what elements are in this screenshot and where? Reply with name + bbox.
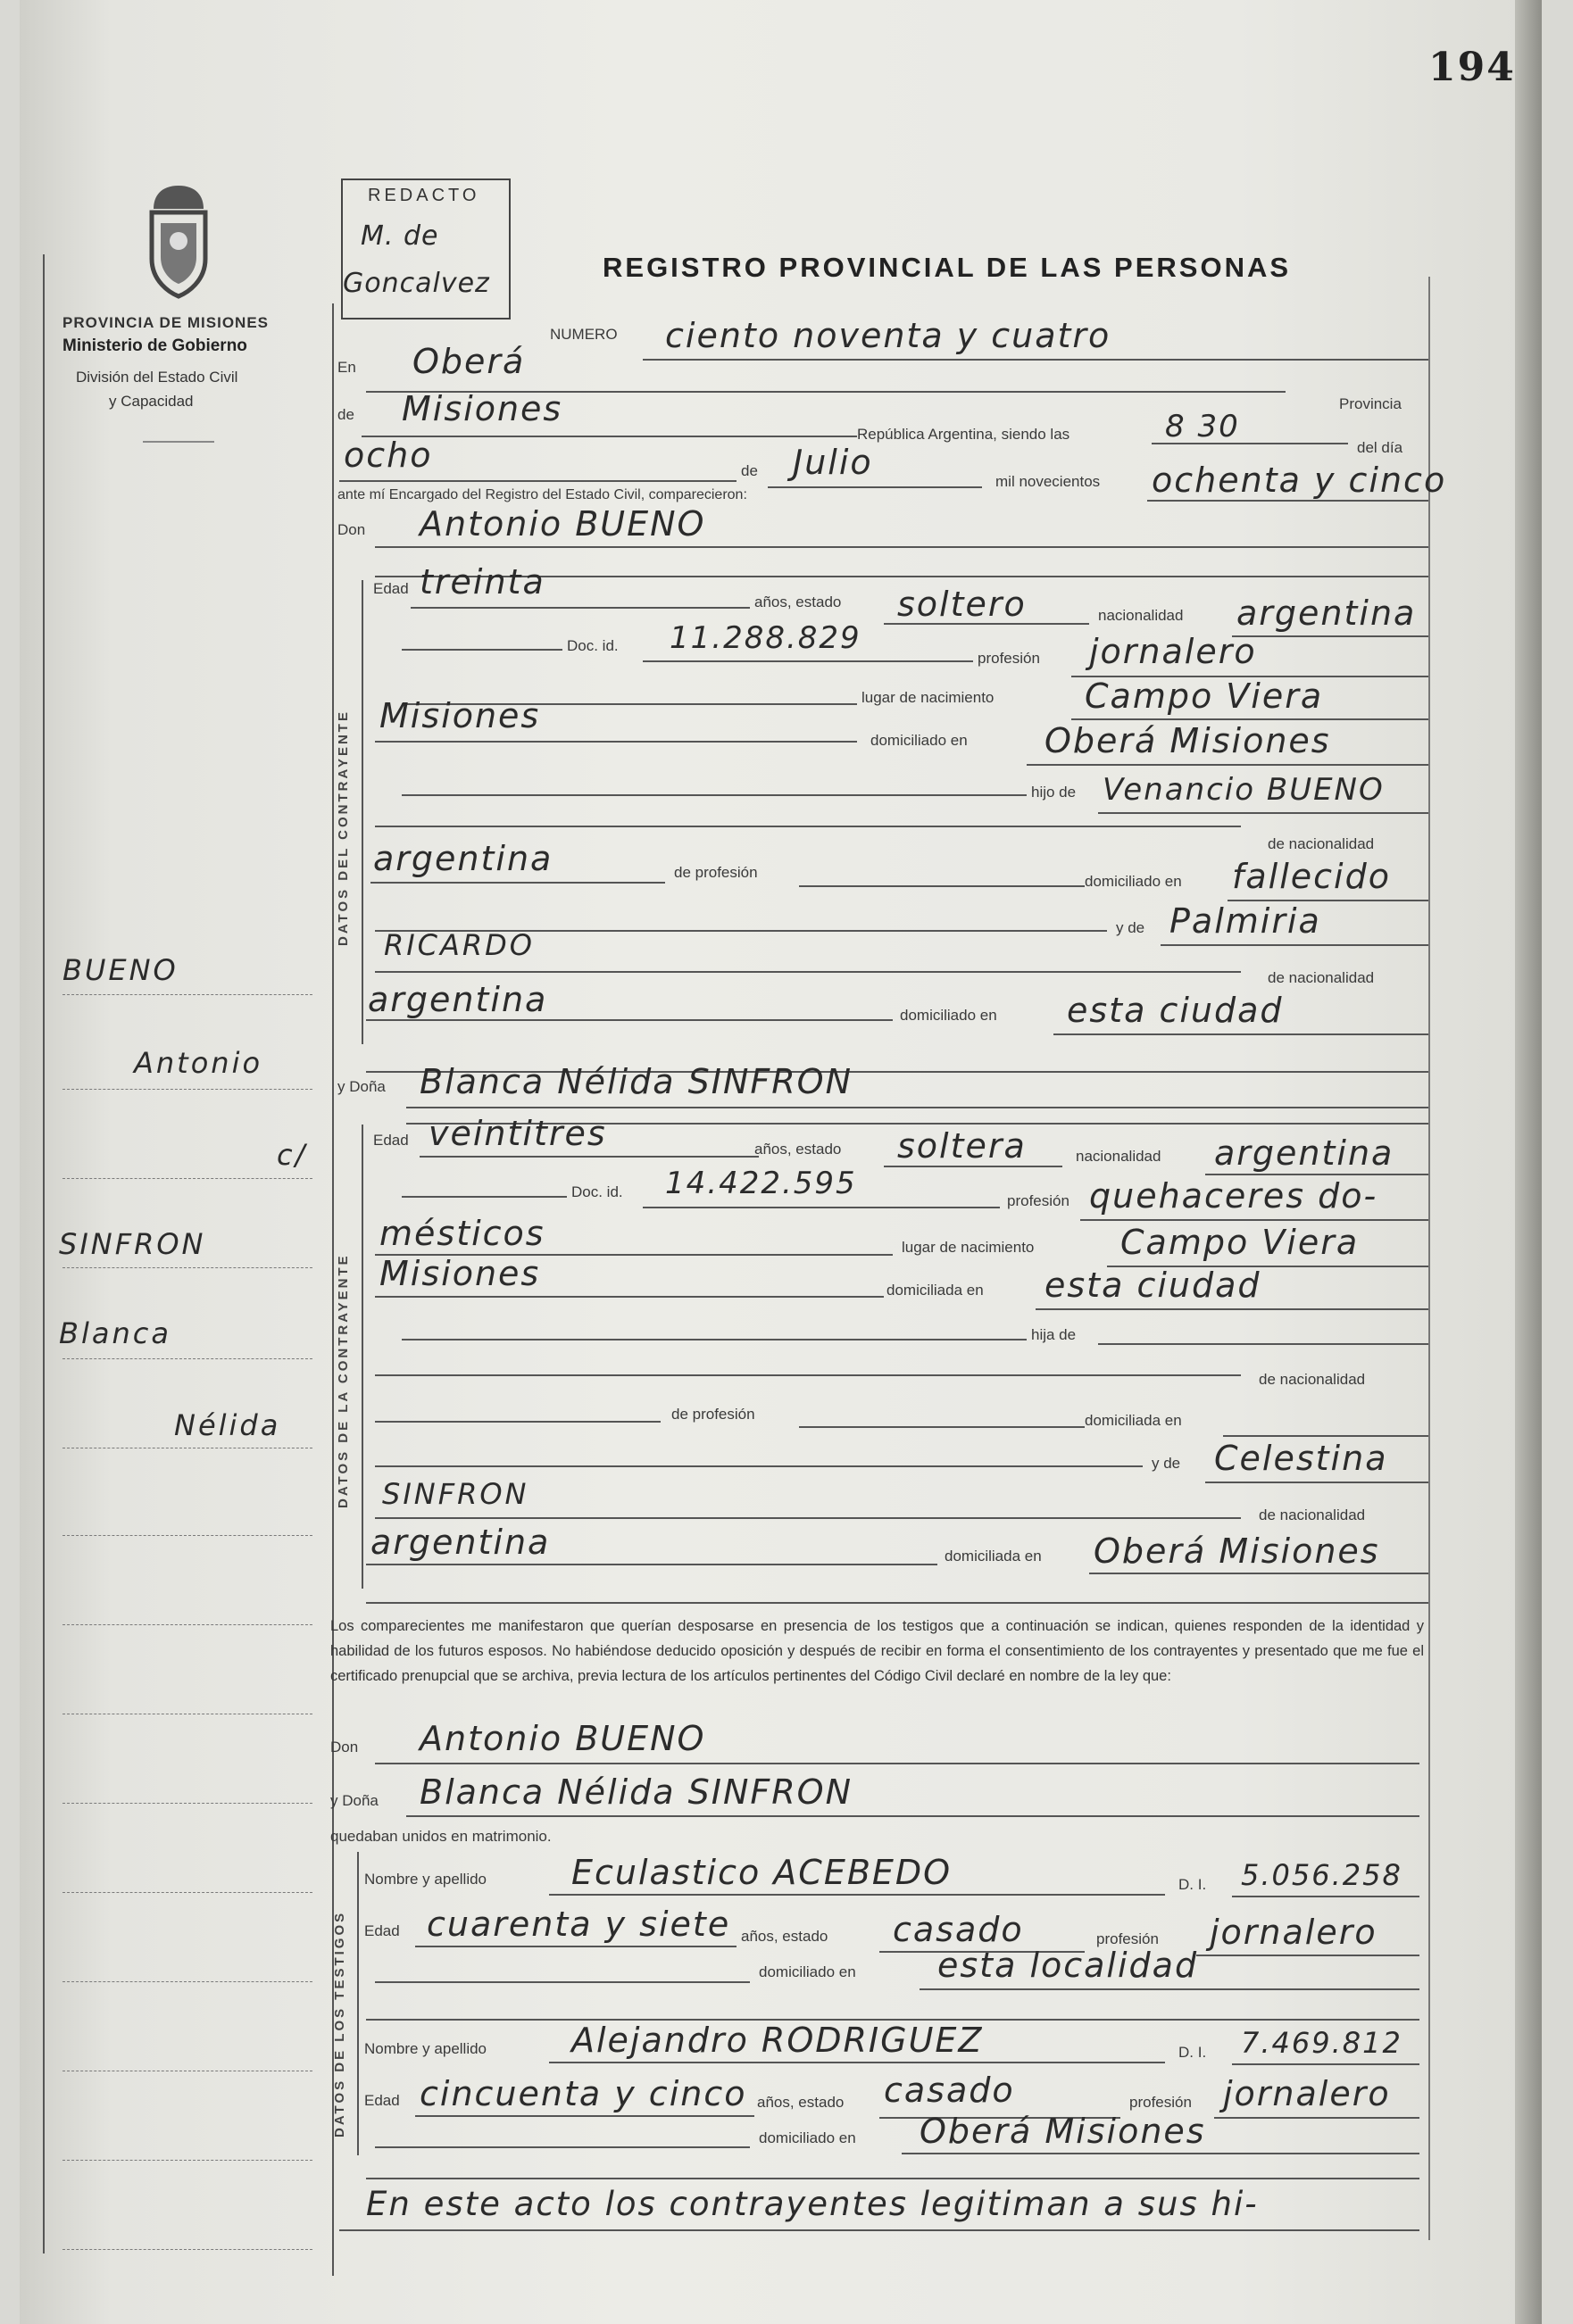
c1-padre-dom: fallecido xyxy=(1232,857,1391,896)
testigos-rule xyxy=(357,1852,359,2155)
label-profesion-1: profesión xyxy=(978,650,1040,667)
main-right-rule xyxy=(1428,277,1430,2240)
label-de: de xyxy=(337,406,354,423)
acta-anio: ochenta y cinco xyxy=(1152,461,1447,500)
label-y-dona: y Doña xyxy=(337,1078,386,1095)
c1-lugar: Campo Viera xyxy=(1085,676,1324,716)
label-de-mes: de xyxy=(741,462,758,479)
c2-madre-apellido: SINFRON xyxy=(382,1477,529,1511)
c2-profesion: quehaceres do- xyxy=(1089,1176,1378,1216)
label-nombre-t1: Nombre y apellido xyxy=(364,1871,487,1888)
label-anos-estado-1: años, estado xyxy=(754,593,842,610)
label-edad-1: Edad xyxy=(373,580,409,597)
label-domiciliado-1: domiciliado en xyxy=(870,732,968,749)
acta-provincia: Misiones xyxy=(402,389,563,428)
label-edad-t2: Edad xyxy=(364,2092,400,2109)
label-y-de-2: y de xyxy=(1152,1455,1181,1472)
stamp-name-2: Goncalvez xyxy=(343,268,490,299)
label-edad-2: Edad xyxy=(373,1132,409,1149)
label-datos-testigos: DATOS DE LOS TESTIGOS xyxy=(332,1910,347,2137)
label-doc-2: Doc. id. xyxy=(571,1183,623,1200)
c1-madre: Palmiria xyxy=(1169,901,1321,941)
label-don-2: Don xyxy=(330,1739,359,1755)
label-datos-contrayente-2: DATOS DE LA CONTRAYENTE xyxy=(336,1253,351,1508)
label-domiciliado-padre: domiciliado en xyxy=(1085,873,1182,890)
margin-surname-1: BUENO xyxy=(62,953,179,987)
label-nacionalidad-2: nacionalidad xyxy=(1076,1148,1161,1165)
province-name: PROVINCIA DE MISIONES xyxy=(62,314,270,331)
left-margin-rule xyxy=(43,254,45,2253)
stamp-label: REDACTO xyxy=(368,186,480,205)
c1-profesion: jornalero xyxy=(1089,632,1257,671)
header-divider xyxy=(143,441,214,443)
c1-padre-nac: argentina xyxy=(373,839,553,878)
c2-profesion-2: mésticos xyxy=(379,1214,545,1253)
t1-estado: casado xyxy=(893,1910,1024,1949)
c2-nombre: Blanca Nélida SINFRON xyxy=(420,1062,853,1101)
t1-nombre: Eculastico ACEBEDO xyxy=(571,1853,953,1892)
label-ante-mi: ante mí Encargado del Registro del Estado Civil, comparecieron: xyxy=(337,487,747,502)
c2-madre-dom: Oberá Misiones xyxy=(1094,1531,1380,1571)
c1-edad: treinta xyxy=(420,562,545,602)
label-del-dia: del día xyxy=(1357,439,1403,456)
label-anos-estado-t2: años, estado xyxy=(757,2094,845,2111)
margin-surname-2: SINFRON xyxy=(59,1227,206,1261)
label-anos-estado-t1: años, estado xyxy=(741,1928,828,1945)
acta-mes: Julio xyxy=(793,443,873,482)
t1-di: 5.056.258 xyxy=(1241,1858,1402,1892)
c1-madre-dom: esta ciudad xyxy=(1067,991,1284,1030)
decl-don: Antonio BUENO xyxy=(420,1719,706,1758)
c1-madre-apellido: RICARDO xyxy=(384,928,535,962)
c1-lugar-2: Misiones xyxy=(379,696,541,735)
label-hija-de: hija de xyxy=(1031,1326,1077,1343)
margin-name-2: Blanca xyxy=(59,1316,171,1350)
label-domiciliada-2: domiciliada en xyxy=(886,1282,984,1299)
label-de-nac-4: de nacionalidad xyxy=(1259,1506,1366,1523)
decl-dona: Blanca Nélida SINFRON xyxy=(420,1772,853,1812)
page-edge xyxy=(1515,0,1542,2324)
c2-edad: veintitres xyxy=(429,1114,607,1153)
c1-estado: soltero xyxy=(897,585,1027,624)
t2-estado: casado xyxy=(884,2071,1015,2110)
c2-lugar: Campo Viera xyxy=(1120,1223,1360,1262)
label-y-de-1: y de xyxy=(1116,919,1145,936)
label-edad-t1: Edad xyxy=(364,1922,400,1939)
acta-hora: 8 30 xyxy=(1165,409,1240,444)
t1-profesion: jornalero xyxy=(1210,1913,1377,1952)
c1-domicilio: Oberá Misiones xyxy=(1045,721,1331,760)
t2-di: 7.469.812 xyxy=(1241,2026,1402,2060)
coat-of-arms-icon xyxy=(134,178,223,303)
c1-nacionalidad: argentina xyxy=(1236,593,1417,633)
acta-dia: ocho xyxy=(344,436,433,475)
label-numero: NUMERO xyxy=(550,326,618,343)
label-datos-contrayente-1: DATOS DEL CONTRAYENTE xyxy=(336,710,351,946)
label-en: En xyxy=(337,359,356,376)
label-nacionalidad-1: nacionalidad xyxy=(1098,607,1184,624)
label-domiciliado-t2: domiciliado en xyxy=(759,2129,856,2146)
c2-lugar-2: Misiones xyxy=(379,1254,541,1293)
ministry-name: Ministerio de Gobierno xyxy=(62,336,247,355)
c1-doc: 11.288.829 xyxy=(670,620,861,656)
t2-profesion: jornalero xyxy=(1223,2074,1391,2113)
redacto-stamp xyxy=(341,178,511,320)
acta-lugar: Oberá xyxy=(412,342,526,381)
label-de-nac-2: de nacionalidad xyxy=(1268,969,1375,986)
document-title: REGISTRO PROVINCIAL DE LAS PERSONAS xyxy=(603,252,1292,283)
declaration-paragraph: Los comparecientes me manifestaron que querían desposarse en presencia de los testigos que a continuación se indican, quienes responden de la identidad y habilidad de los futuros esposos. No habiéndose deducido oposición y después de recibir en forma el consentimiento de los contrayentes y presentado que me fue el certificado prenupcial que se archiva, previa lectura de los artículos pertinentes del Código Civil declaré en nombre de la ley que: xyxy=(330,1618,1424,1684)
label-nombre-t2: Nombre y apellido xyxy=(364,2040,487,2057)
margin-name-3: Nélida xyxy=(174,1408,281,1442)
label-de-prof-2: de profesión xyxy=(671,1406,755,1423)
t1-edad: cuarenta y siete xyxy=(427,1905,731,1944)
stamp-name-1: M. de xyxy=(361,220,439,252)
acta-don: Antonio BUENO xyxy=(420,504,706,544)
c2-madre: Celestina xyxy=(1214,1439,1388,1478)
division-line-1: División del Estado Civil xyxy=(76,369,238,386)
c2-domicilio: esta ciudad xyxy=(1045,1266,1261,1305)
label-di-t1: D. I. xyxy=(1178,1876,1207,1893)
c1-madre-nac: argentina xyxy=(368,980,548,1019)
label-profesion-2: profesión xyxy=(1007,1192,1069,1209)
label-domiciliado-madre: domiciliado en xyxy=(900,1007,997,1024)
label-don: Don xyxy=(337,521,366,538)
label-hijo-de: hijo de xyxy=(1031,784,1077,801)
label-lugar-1: lugar de nacimiento xyxy=(861,689,995,706)
acta-numero: ciento noventa y cuatro xyxy=(665,316,1111,355)
label-domiciliada-padre: domiciliada en xyxy=(1085,1412,1182,1429)
label-domiciliada-madre: domiciliada en xyxy=(945,1548,1042,1565)
t2-edad: cincuenta y cinco xyxy=(420,2074,747,2113)
final-line: En este acto los contrayentes legitiman a sus hi- xyxy=(366,2185,1259,2223)
t1-domicilio: esta localidad xyxy=(937,1946,1199,1985)
label-de-nac-3: de nacionalidad xyxy=(1259,1371,1366,1388)
c1-padre: Venancio BUENO xyxy=(1103,772,1385,808)
division-line-2: y Capacidad xyxy=(109,393,194,410)
t2-domicilio: Oberá Misiones xyxy=(920,2112,1206,2151)
contrayente-2-rule xyxy=(362,1125,363,1589)
label-profesion-t1: profesión xyxy=(1096,1930,1159,1947)
c2-estado: soltera xyxy=(897,1126,1027,1166)
label-mil: mil novecientos xyxy=(995,473,1101,490)
label-lugar-2: lugar de nacimiento xyxy=(902,1239,1035,1256)
c2-doc: 14.422.595 xyxy=(665,1166,857,1201)
label-provincia: Provincia xyxy=(1339,395,1402,412)
c2-madre-nac: argentina xyxy=(370,1523,551,1562)
label-profesion-t2: profesión xyxy=(1129,2094,1192,2111)
label-de-prof-1: de profesión xyxy=(674,864,758,881)
label-de-nac-1: de nacionalidad xyxy=(1268,835,1375,852)
t2-nombre: Alejandro RODRIGUEZ xyxy=(571,2021,984,2060)
margin-name-1: Antonio xyxy=(134,1046,263,1080)
page-number: 194 xyxy=(1428,45,1516,90)
label-anos-estado-2: años, estado xyxy=(754,1141,842,1158)
contrayente-1-rule xyxy=(362,580,363,1044)
label-domiciliado-t1: domiciliado en xyxy=(759,1963,856,1980)
label-republica: República Argentina, siendo las xyxy=(857,426,1070,443)
margin-c: c/ xyxy=(277,1138,308,1172)
label-doc-1: Doc. id. xyxy=(567,637,619,654)
label-quedaban: quedaban unidos en matrimonio. xyxy=(330,1828,552,1845)
c2-nacionalidad: argentina xyxy=(1214,1133,1394,1173)
label-y-dona-2: y Doña xyxy=(330,1792,379,1809)
label-di-t2: D. I. xyxy=(1178,2044,1207,2061)
